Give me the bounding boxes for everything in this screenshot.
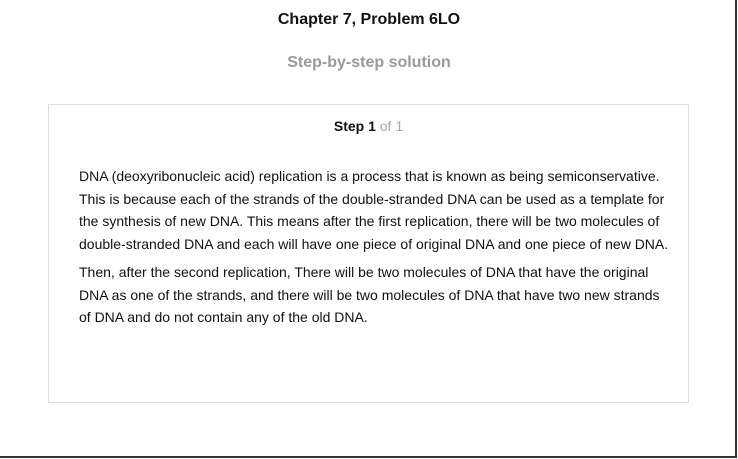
step-card bbox=[48, 104, 689, 403]
step-label: Step 1 bbox=[333, 118, 376, 134]
step-paragraph-1: DNA (deoxyribonucleic acid) replication is a process that is known as being semiconservative. This is because each of the strands of the double-stranded DNA can be used as a template for the synthesis of new DNA. This means after the first replication, there will be two molecules of double-stranded DNA and each will have one piece of original DNA and one piece of new DNA. bbox=[79, 168, 669, 252]
solution-heading: Step-by-step solution bbox=[287, 54, 451, 71]
step-count: of 1 bbox=[379, 118, 404, 134]
chapter-title: Chapter 7, Problem 6LO bbox=[277, 11, 461, 28]
step-body bbox=[79, 165, 669, 335]
step-paragraph-2: Then, after the second replication, There will be two molecules of DNA that have the original DNA as one of the strands, and there will be two molecules of DNA that have two new strands of DNA and do not contain any of the old DNA. bbox=[79, 264, 660, 325]
step-header bbox=[49, 118, 688, 134]
